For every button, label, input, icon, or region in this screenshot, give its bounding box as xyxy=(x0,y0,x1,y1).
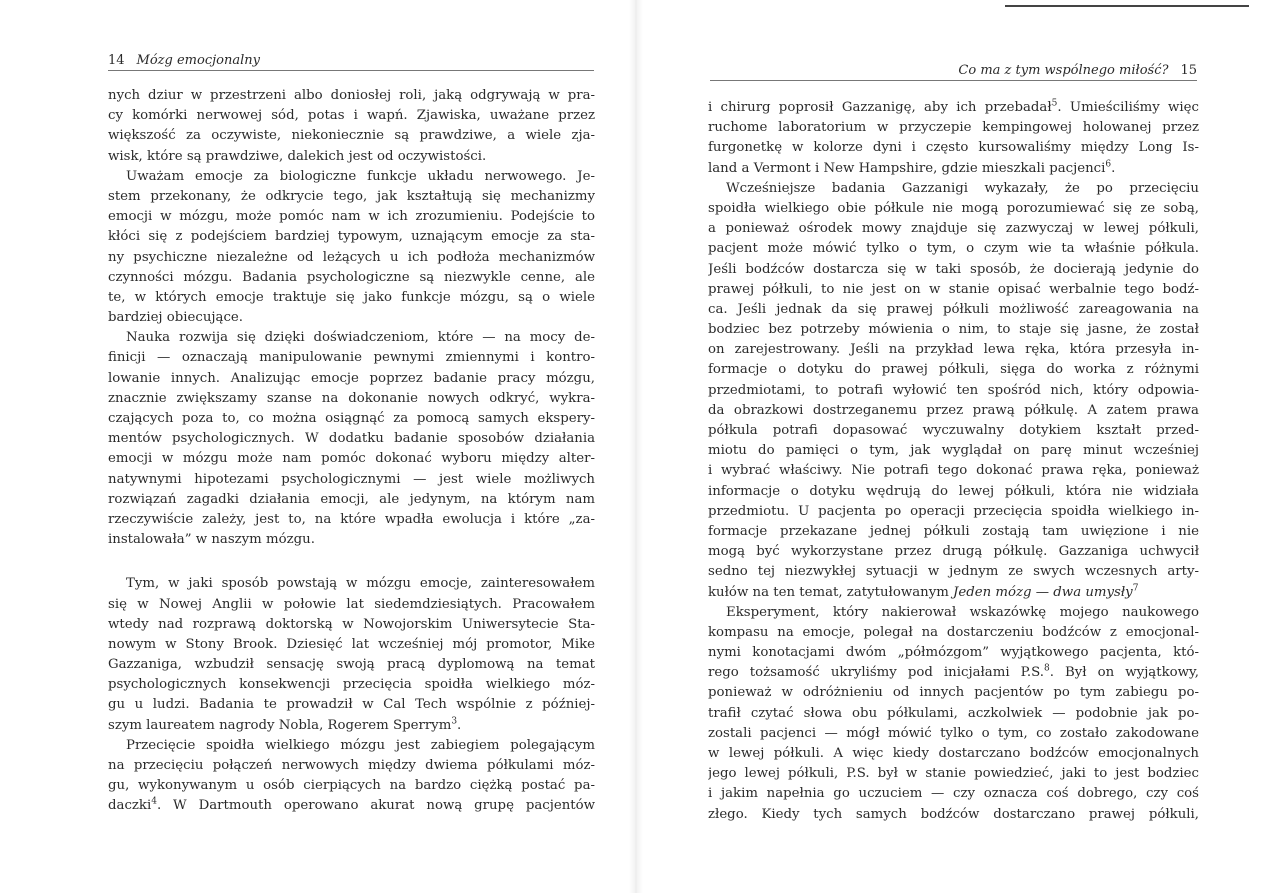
text-line: czających poza to, co można osiągnąć za pomocą samych ekspery- xyxy=(108,411,595,426)
text-line: instalowała” w naszym mózgu. xyxy=(108,532,315,548)
text-line: formacje przekazane jednej półkuli zostają tam uwięzione i nie xyxy=(708,523,1199,539)
footnote-marker: 8 xyxy=(1044,663,1050,674)
text-line: psychologicznych konsekwencji przecięcia spoidła wielkiego móz- xyxy=(108,677,595,693)
text-line: półkula potrafi dopasować wyczuwalny dotykiem kształt przed- xyxy=(708,423,1199,438)
text-line: szym laureatem nagrody Nobla, Rogerem Sperrym$^3$. xyxy=(108,716,462,733)
text-line: pacjent może mówić tylko o tym, o czym wie ta właśnie półkula. xyxy=(708,241,1199,257)
running-title: Mózg emocjonalny xyxy=(136,53,260,68)
text-line: spoidła wielkiego obie półkule nie mogą porozumiewać się ze sobą, xyxy=(708,200,1199,216)
text-line: rozwiązań zagadki działania emocji, ale jedynym, na którym nam xyxy=(108,491,595,507)
text-line: informacje o dotyku wędrują do lewej półkuli, która nie widziała xyxy=(708,483,1199,499)
text-line: mogą być wykorzystane przez drugą półkulę. Gazzaniga uchwycił xyxy=(708,544,1199,560)
paragraph-break xyxy=(108,550,595,574)
text-line: land a Vermont i New Hampshire, gdzie mieszkali pacjenci$^6$. xyxy=(708,159,1116,176)
text-line: wtedy nad rozprawą doktorską w Nowojorskim Uniwersytecie Sta- xyxy=(108,616,595,632)
text-line: cy komórki nerwowej sód, potas i wapń. Zjawiska, uważane przez xyxy=(108,108,595,124)
text-line: emocji w mózgu może nam pomóc dokonać wyboru między alter- xyxy=(108,451,595,467)
text-line: w lewej półkuli. A więc kiedy dostarczano bodźców emocjonalnych xyxy=(708,746,1199,761)
text-line: się w Nowej Anglii w połowie lat siedemdziesiątych. Pracowałem xyxy=(108,596,595,612)
text-line: gu u ludzi. Badania te prowadził w Cal Tech wspólnie z później- xyxy=(108,697,595,713)
text-line: bodziec bez potrzeby mówienia o nim, to staje się jasne, że został xyxy=(708,322,1199,338)
footnote-marker: 3 xyxy=(451,716,458,727)
book-gutter xyxy=(629,0,643,893)
text-line: nych dziur w przestrzeni albo doniosłej roli, jaką odgrywają w pra- xyxy=(108,88,595,103)
text-line: bardziej obiecujące. xyxy=(108,310,244,326)
text-line: kułów na ten temat, zatytułowanym Jeden mózg — dwa umysły$^7$ xyxy=(708,583,1139,600)
text-line: sedno tej niezwykłej sytuacji w jednym ze swych wczesnych arty- xyxy=(708,564,1199,580)
right-page xyxy=(643,0,1266,893)
text-line: Przecięcie spoidła wielkiego mózgu jest zabiegiem polegającym xyxy=(126,737,595,753)
text-line: da obrazkowi dostrzeganemu przez prawą półkulę. A zatem prawa xyxy=(708,402,1199,418)
text-line: i jakim napełnia go uczuciem — czy oznacza coś dobrego, czy coś xyxy=(708,786,1199,802)
text-line: mentów psychologicznych. W dodatku badanie sposobów działania xyxy=(108,431,595,447)
right-body-text xyxy=(708,98,1199,825)
text-line: a ponieważ ośrodek mowy znajduje się zazwyczaj w lewej półkuli, xyxy=(708,221,1199,237)
left-running-head xyxy=(108,52,594,71)
text-line: trafił czytać słowa obu półkulami, aczkolwiek — podobnie jak po- xyxy=(708,705,1199,721)
text-line: czynności mózgu. Badania psychologiczne są niezwykle cenne, ale xyxy=(108,269,595,285)
text-line: jego lewej półkuli, P.S. był w stanie powiedzieć, jaki to jest bodziec xyxy=(708,766,1199,782)
text-line: Tym, w jaki sposób powstają w mózgu emocje, zainteresowałem xyxy=(126,576,595,592)
left-body-text xyxy=(108,86,595,817)
text-line: stem przekonany, że odkrycie tego, jak kształtują się mechanizmy xyxy=(108,188,595,204)
text-line: ponieważ w odróżnieniu od innych pacjentów po tym zabiegu po- xyxy=(708,685,1199,701)
text-line: zostali pacjenci — mógł mówić tylko o tym, co zostało zakodowane xyxy=(708,725,1199,741)
text-line: emocji w mózgu, może pomóc nam w ich zrozumieniu. Podejście to xyxy=(108,209,595,225)
text-line: przedmiotu. U pacjenta po operacji przecięcia spoidła wielkiego in- xyxy=(708,503,1199,519)
text-line: Uważam emocje za biologiczne funkcje układu nerwowego. Je- xyxy=(126,168,595,184)
text-line: wisk, które są prawdziwe, dalekich jest od oczywistości. xyxy=(108,148,487,164)
text-line: Nauka rozwija się dzięki doświadczeniom, które — na mocy de- xyxy=(126,330,595,346)
article-title: Jeden mózg — dwa umysły xyxy=(953,584,1133,600)
text-line: Jeśli bodźców dostarcza się w taki sposób, że docierają jedynie do xyxy=(708,261,1199,277)
text-line: nymi konotacjami dwóm „półmózgom” wyjątkowego pacjenta, któ- xyxy=(708,645,1199,661)
footnote-marker: 4 xyxy=(151,796,157,807)
text-line: rzeczywiście zależy, jest to, na które wpadła ewolucja i które „za- xyxy=(108,511,595,527)
page-number: 14 xyxy=(108,53,125,68)
text-line: znacznie zwiększamy szanse na dokonanie nowych odkryć, wykra- xyxy=(108,390,595,406)
page-number: 15 xyxy=(1180,63,1197,78)
text-line: i wybrać właściwy. Nie potrafi tego dokonać prawa ręka, ponieważ xyxy=(708,463,1199,479)
text-line: Gazzaniga, wzbudził sensację swoją pracą dyplomową na temat xyxy=(108,657,595,673)
footnote-marker: 6 xyxy=(1105,159,1112,170)
text-line: ny psychiczne niezależne od leżących u ich podłoża mechanizmów xyxy=(108,249,595,265)
text-line: Wcześniejsze badania Gazzanigi wykazały, że po przecięciu xyxy=(726,180,1199,196)
text-line: finicji — oznaczają manipulowanie pewnymi zmiennymi i kontro- xyxy=(108,350,595,366)
footnote-marker: 5 xyxy=(1051,98,1058,109)
text-line: ruchome laboratorium w przyczepie kempingowej holowanej przez xyxy=(708,120,1199,136)
text-line: kłóci się z podejściem bardziej typowym, uznającym emocje za sta- xyxy=(108,229,595,245)
left-page xyxy=(0,0,629,893)
text-line: prawej półkuli, to nie jest on w stanie opisać werbalnie tego bodź- xyxy=(708,281,1199,297)
text-line: gu, wykonywanym u osób cierpiących na bardzo ciężką postać pa- xyxy=(108,778,595,794)
text-line: ca. Jeśli jednak da się prawej półkuli możliwość zareagowania na xyxy=(708,301,1199,317)
text-line: miotu do pamięci o tym, jak wyglądał on parę minut wcześniej xyxy=(708,443,1199,459)
text-line: przedmiotami, to potrafi wyłowić ten spośród nich, który odpowia- xyxy=(708,382,1199,398)
text-line: lowanie innych. Analizując emocje poprzez badanie pracy mózgu, xyxy=(108,370,595,386)
footnote-marker: 7 xyxy=(1132,583,1139,594)
text-line: Eksperyment, który nakierował wskazówkę mojego naukowego xyxy=(726,604,1199,620)
text-line: i chirurg poprosił Gazzanigę, aby ich przebadał$^5$. Umieściliśmy więc xyxy=(708,98,1199,115)
text-line: on zarejestrowany. Jeśli na przykład lewa ręka, która przesyła in- xyxy=(708,342,1199,358)
text-line: rego tożsamość ukryliśmy pod inicjałami P.S.$^8$. Był on wyjątkowy, xyxy=(708,663,1199,681)
text-line: większość za oczywiste, niekoniecznie są prawdziwe, a wiele zja- xyxy=(108,128,595,144)
text-line: furgonetkę w kolorze dyni i często kursowaliśmy między Long Is- xyxy=(708,140,1199,156)
text-line: kompasu na emocje, polegał na dostarczeniu bodźców z emocjonal- xyxy=(708,624,1199,640)
text-line: te, w których emocje traktuje się jako funkcje mózgu, są o wiele xyxy=(108,289,595,305)
text-line: nowym w Stony Brook. Dziesięć lat wcześniej mój promotor, Mike xyxy=(108,636,595,652)
text-line: na przecięciu połączeń nerwowych między dwiema półkulami móz- xyxy=(108,758,595,773)
text-line: natywnymi hipotezami psychologicznymi — jest wiele możliwych xyxy=(108,471,595,487)
text-line: złego. Kiedy tych samych bodźców dostarczano prawej półkuli, xyxy=(708,806,1199,822)
text-line: formacje o dotyku do prawej półkuli, sięga do worka z różnymi xyxy=(708,362,1199,378)
running-title: Co ma z tym wspólnego miłość? xyxy=(958,63,1169,78)
text-line: daczki$^4$. W Dartmouth operowano akurat nową grupę pacjentów xyxy=(108,796,595,814)
right-running-head xyxy=(710,62,1197,81)
